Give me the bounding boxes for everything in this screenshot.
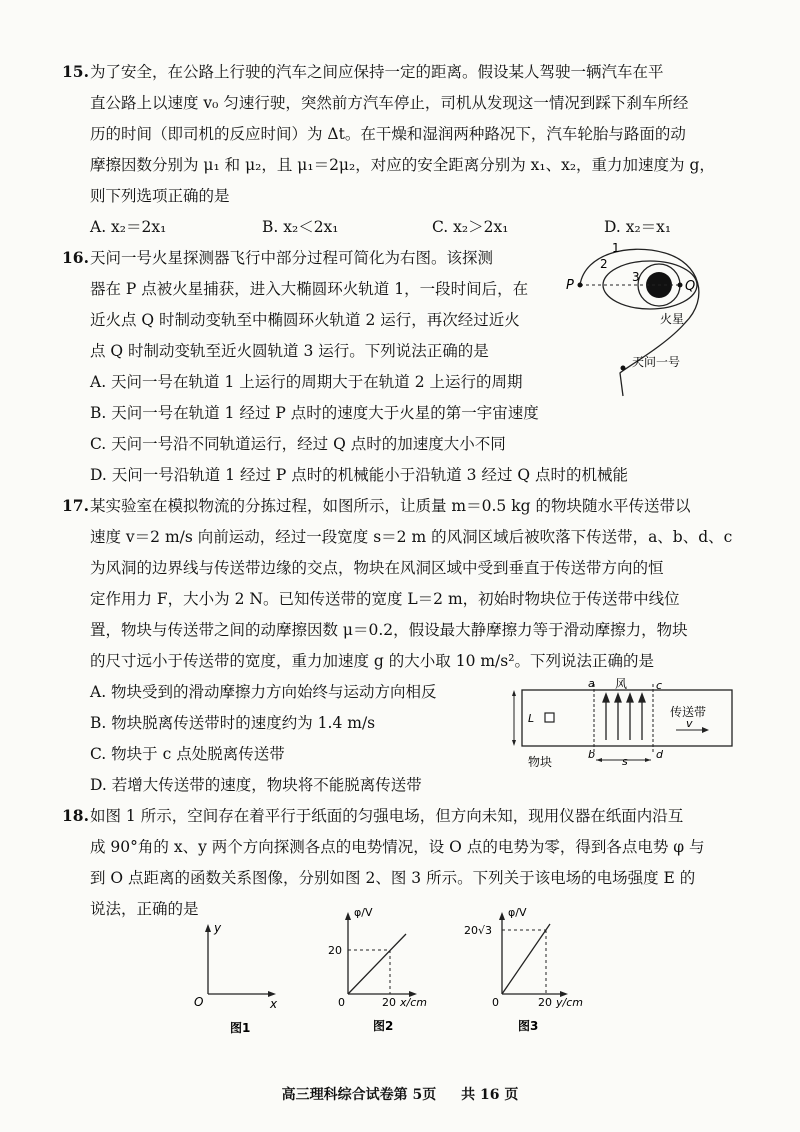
q16-line-4: 点 Q 时制动变轨至近火圆轨道 3 运行。下列说法正确的是 <box>90 342 489 360</box>
q17-option-a: A. 物块受到的滑动摩擦力方向始终与运动方向相反 <box>90 683 437 701</box>
fig3-y-tick: 20√3 <box>464 924 493 937</box>
q16-option-b: B. 天问一号在轨道 1 经过 P 点时的速度大于火星的第一宇宙速度 <box>90 404 539 422</box>
fig2-potential-line <box>348 934 406 994</box>
fig1-y-label: y <box>214 921 222 935</box>
label-v: v <box>686 717 693 730</box>
orbit-1-label: 1 <box>612 241 620 255</box>
q16-line-1: 天问一号火星探测器飞行中部分过程可简化为右图。该探测 <box>90 249 494 267</box>
label-belt: 传送带 <box>670 705 707 719</box>
q15-line-4: 摩擦因数分别为 μ₁ 和 μ₂，且 μ₁＝2μ₂，对应的安全距离分别为 x₁、x₂，重力加速度为 g， <box>90 156 715 174</box>
q17-line-4: 定作用力 F，大小为 2 N。已知传送带的宽度 L＝2 m，初始时物块位于传送带中线位 <box>90 590 680 608</box>
q17-number: 17. <box>62 496 89 515</box>
q17-line-1: 某实验室在模拟物流的分拣过程，如图所示，让质量 m＝0.5 kg 的物块随水平传送带以 <box>90 497 691 515</box>
block-square <box>545 713 554 722</box>
point-p-label: P <box>566 278 574 293</box>
q16-option-a: A. 天问一号在轨道 1 上运行的周期大于在轨道 2 上运行的周期 <box>90 373 523 391</box>
fig3-potential-line <box>502 924 550 994</box>
q17-line-2: 速度 v＝2 m/s 向前运动，经过一段宽度 s＝2 m 的风洞区域后被吹落下传送带，a、b、d、c <box>90 528 733 546</box>
q17-option-c: C. 物块于 c 点处脱离传送带 <box>90 745 285 763</box>
fig1-x-label: x <box>270 997 278 1011</box>
fig1-origin-label: O <box>194 995 204 1009</box>
q17-option-b: B. 物块脱离传送带时的速度约为 1.4 m/s <box>90 714 376 732</box>
q15-option-b: B. x₂＜2x₁ <box>262 218 339 236</box>
fig2-origin: 0 <box>338 996 345 1009</box>
footer-total: 共 16 页 <box>461 1087 519 1103</box>
probe-dot <box>621 366 626 371</box>
fig2-caption: 图2 <box>373 1019 394 1033</box>
label-wind: 风 <box>615 678 628 691</box>
point-q-dot <box>678 283 683 288</box>
q16-option-c: C. 天问一号沿不同轨道运行，经过 Q 点时的加速度大小不同 <box>90 435 506 453</box>
orbit-2-label: 2 <box>600 257 608 271</box>
fig3-origin: 0 <box>492 996 499 1009</box>
q15-line-2: 直公路上以速度 v₀ 匀速行驶，突然前方汽车停止，司机从发现这一情况到踩下刹车所经 <box>90 94 689 112</box>
q18-line-4: 说法，正确的是 <box>90 900 199 918</box>
q18-number: 18. <box>62 806 89 825</box>
fig1-caption: 图1 <box>230 1021 251 1035</box>
label-b: b <box>588 748 595 761</box>
q16-line-3: 近火点 Q 时制动变轨至中椭圆环火轨道 2 运行，再次经过近火 <box>90 311 520 329</box>
label-a: a <box>588 678 595 690</box>
fig3-x-tick: 20 <box>538 996 552 1009</box>
label-d: d <box>656 748 663 761</box>
orbit-diagram <box>560 238 760 398</box>
fig3-y-label: φ/V <box>508 906 527 919</box>
page-footer <box>0 1084 800 1104</box>
footer-title: 高三理科综合试卷第 5页 <box>281 1087 437 1103</box>
q15-option-a: A. x₂＝2x₁ <box>90 218 167 236</box>
q16-line-2: 器在 P 点被火星捕获，进入大椭圆环火轨道 1，一段时间后，在 <box>90 280 529 298</box>
wind-arrows <box>603 694 645 740</box>
label-L: L <box>528 712 535 725</box>
conveyor-diagram <box>510 678 750 778</box>
q17-line-6: 的尺寸远小于传送带的宽度，重力加速度 g 的大小取 10 m/s²。下列说法正确的是 <box>90 652 654 670</box>
q16-number: 16. <box>62 248 89 267</box>
figure-3-plot <box>460 906 590 1040</box>
q15-line-5: 则下列选项正确的是 <box>90 187 230 205</box>
fig3-x-label: y/cm <box>556 996 583 1009</box>
q18-line-1: 如图 1 所示，空间存在着平行于纸面的匀强电场，但方向未知，现用仪器在纸面内沿互 <box>90 807 684 825</box>
label-s: s <box>622 755 628 768</box>
q15-option-d: D. x₂＝x₁ <box>604 218 672 236</box>
figure-2-plot <box>318 906 438 1040</box>
q15-line-3: 历的时间（即司机的反应时间）为 Δt。在干燥和湿润两种路况下，汽车轮胎与路面的动 <box>90 125 686 143</box>
q17-line-5: 置，物块与传送带之间的动摩擦因数 μ＝0.2，假设最大静摩擦力等于滑动摩擦力，物块 <box>90 621 688 639</box>
q15-line-1: 为了安全，在公路上行驶的汽车之间应保持一定的距离。假设某人驾驶一辆汽车在平 <box>90 63 664 81</box>
label-c: c <box>656 679 663 692</box>
q17-option-d: D. 若增大传送带的速度，物块将不能脱离传送带 <box>90 776 422 794</box>
label-block: 物块 <box>528 755 553 769</box>
q16-option-d: D. 天问一号沿轨道 1 经过 P 点时的机械能小于沿轨道 3 经过 Q 点时的机械能 <box>90 466 629 484</box>
fig2-y-label: φ/V <box>354 906 373 919</box>
probe-label: 天问一号 <box>632 355 681 369</box>
mars-label: 火星 <box>660 312 685 326</box>
point-p-dot <box>578 283 583 288</box>
fig2-x-tick: 20 <box>382 996 396 1009</box>
fig2-x-label: x/cm <box>400 996 427 1009</box>
point-q-label: Q <box>685 279 696 294</box>
q15-number: 15. <box>62 62 89 81</box>
orbit-3-label: 3 <box>632 270 640 284</box>
q17-line-3: 为风洞的边界线与传送带边缘的交点，物块在风洞区域中受到垂直于传送带方向的恒 <box>90 559 664 577</box>
q18-line-3: 到 O 点距离的函数关系图像，分别如图 2、图 3 所示。下列关于该电场的电场强度 E 的 <box>90 869 696 887</box>
fig2-y-tick: 20 <box>328 944 342 957</box>
fig3-caption: 图3 <box>518 1019 539 1033</box>
figure-1-axes <box>190 918 290 1038</box>
q18-line-2: 成 90°角的 x、y 两个方向探测各点的电势情况，设 O 点的电势为零，得到各点电势 φ 与 <box>90 838 705 856</box>
q15-option-c: C. x₂＞2x₁ <box>432 218 509 236</box>
